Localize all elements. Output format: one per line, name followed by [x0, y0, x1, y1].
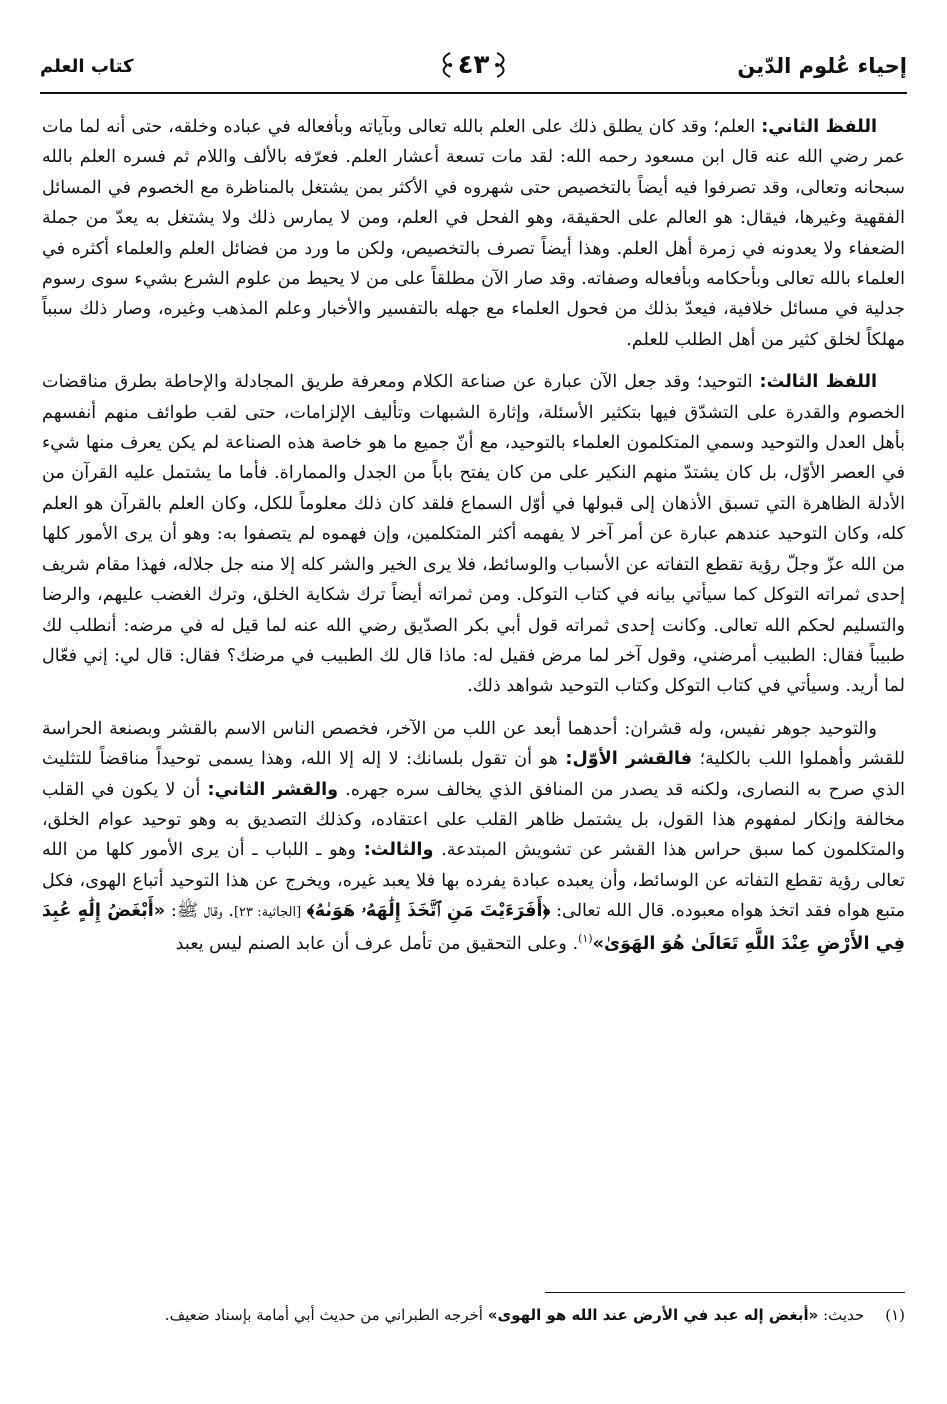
quran-quote: ﴿أَفَرَءَيْتَ مَنِ ٱتَّخَذَ إِلَٰهَهُۥ هَوَىٰهُ﴾: [306, 901, 551, 922]
footnote-hadith: «أبغض إله عبد في الأرض عند الله هو الهوى»: [487, 1306, 819, 1324]
text-segment: . وقال ﷺ:: [170, 901, 234, 922]
page-number: ٤٣: [457, 50, 490, 80]
page-number-ornament: [438, 50, 510, 80]
text-segment: . وعلى التحقيق من تأمل عرف أن عابد الصنم ليس يعبد: [175, 933, 579, 954]
footnote-divider: [545, 1292, 905, 1293]
hadith-quote: «أَبْغَضُ إِلَٰهٍ عُبِدَ فِي الأَرْضِ عِنْدَ اللَّهِ تَعَالَىٰ هُوَ الهَوَىٰ»: [42, 901, 905, 954]
first-husk-heading: فالقشر الأوّل:: [565, 749, 693, 770]
footnote-number: (١): [885, 1306, 905, 1324]
paragraph-tawhid-husks: [42, 714, 905, 959]
text-segment: والتوحيد جوهر نفيس، وله قشران: أحدهما أبعد عن اللب من الآخر، فخصص الناس الاسم بالقشر وبصنعة الحراسة للقشر وأهملوا اللب بالكلية؛: [42, 718, 905, 770]
paragraph-third-term: [42, 367, 905, 701]
left-ornament-icon: [438, 51, 454, 79]
text-segment: وهو ـ اللباب ـ أن يرى الأمور كلها من الله تعالى رؤية تقطع التفاته عن الوسائط، وأن يعبده عبادة يفرده بها فلا يعبد غيره، ويخرج عن هذا التوحيد أتباع الهوى، فكل متبع هواه فقد اتخذ هواه معبوده. قال الله تعالى:: [42, 840, 906, 922]
right-ornament-icon: [493, 51, 509, 79]
footnote-reference[interactable]: (١): [578, 931, 593, 945]
footnote-text: أخرجه الطبراني من حديث أبي أمامة بإسناد ضعيف.: [164, 1306, 483, 1324]
chapter-title: كتاب العلم: [40, 56, 134, 77]
text-segment: هو أن تقول بلسانك: لا إله إلا الله، وهذا يسمى توحيداً مناقضاً للتثليث الذي صرح به النصارى، ولكنه قد يصدر من المنافق الذي يخالف سره جهره.: [42, 749, 906, 800]
term-heading: اللفظ الثالث:: [759, 372, 878, 393]
second-husk-heading: والقشر الثاني:: [207, 779, 339, 800]
paragraph-second-term: [42, 112, 905, 355]
third-husk-heading: والثالث:: [363, 840, 434, 861]
text-segment: أن لا يكون في القلب مخالفة وإنكار لمفهوم هذا القول، بل يشتمل ظاهر القلب على اعتقاده، وكذلك التصديق به وهو توحيد عوام الخلق، والمتكلمون كما سبق حراس هذا القشر عن تشويش المبتدعة.: [42, 779, 906, 861]
paragraph-text: التوحيد؛ وقد جعل الآن عبارة عن صناعة الكلام ومعرفة طريق المجادلة والإحاطة بطرق مناقضات الخصوم والقدرة على التشدّق فيها بتكثير الأسئلة، وإثارة الشبهات وتأليف الإلزامات، حتى لقب طوائف منهم أنفسهم بأهل العدل والتوحيد وسمي المتكلمون العلماء بالتوحيد، مع أنّ جميع ما هو خاصة هذه الصناعة لم يكن يعرف منها شيء في العصر الأوّل، بل كان يشتدّ منهم النكير على من كان يفتح باباً من الجدل والمماراة. فأما ما يشتمل عليه القرآن من الأدلة الظاهرة التي تسبق الأذهان إلى قبولها في أوّل السماع فلقد كان ذلك معلوماً للكل، وكان العلم بالقرآن هو العلم كله، وكان التوحيد عندهم عبارة عن أمر آخر لا يفهمه أكثر المتكلمين، وإن فهموه لم يتصفوا به: وهو أن يرى الأمور كلها من الله عزّ وجلّ رؤية تقطع التفاته عن الأسباب والوسائط، فلا يرى الخير والشر كله إلا منه جل جلاله، فهذا مقام شريف إحدى ثمراته التوكل كما سيأتي بيانه في كتاب التوكل. ومن ثمراته أيضاً ترك شكاية الخلق، وترك الغضب عليهم، والرضا والتسليم لحكم الله تعالى. وكانت إحدى ثمراته قول أبي بكر الصدّيق رضي الله عنه لما قيل له في مرضه: أنطلب لك طبيباً فقال: الطبيب أمرضني، وقول آخر لما مرض فقيل له: ماذا قال لك الطبيب في مرضك؟ فقال: قال لي: إني فعّال لما أريد. وسيأتي في كتاب التوكل وكتاب التوحيد شواهد ذلك.: [42, 372, 905, 697]
footnote-lead: حديث:: [823, 1306, 865, 1324]
paragraph-text: العلم؛ وقد كان يطلق ذلك على العلم بالله تعالى وبآياته وبأفعاله في عباده وخلقه، حتى أنه لما مات عمر رضي الله عنه قال ابن مسعود رحمه الله: لقد مات تسعة أعشار العلم. فعرّفه بالألف واللام ثم فسره العلم بالله سبحانه وتعالى، وقد تصرفوا فيه أيضاً بالتخصيص حتى شهروه في الأكثر بمن يشتغل بالمناظرة مع الخصوم في المسائل الفقهية وغيرها، فيقال: هو العالم على الحقيقة، وهو الفحل في العلم، ومن لا يمارس ذلك ولا يشتغل به يعدّ من جملة الضعفاء ولا يعدونه في زمرة أهل العلم. وهذا أيضاً تصرف بالتخصيص، ولكن ما ورد من فضائل العلم والعلماء أكثره في العلماء بالله تعالى وبأحكامه وبأفعاله وصفاته. وقد صار الآن مطلقاً على من لا يحيط من علوم الشرع بشيء سوى رسوم جدلية في مسائل خلافية، فيعدّ بذلك من فحول العلماء مع جهله بالتفسير والأخبار وعلم المذهب وغيره، وصار ذلك سبباً مهلكاً لخلق كثير من أهل الطلب للعلم.: [42, 117, 905, 350]
running-header: [40, 48, 907, 90]
book-title: إحياء عُلوم الدّين: [737, 54, 907, 78]
term-heading: اللفظ الثاني:: [761, 117, 877, 137]
footnote: [42, 1302, 905, 1328]
quran-citation: [الجاثية: ٢٣]: [233, 905, 302, 921]
main-text: [42, 112, 905, 959]
header-divider: [40, 92, 907, 94]
